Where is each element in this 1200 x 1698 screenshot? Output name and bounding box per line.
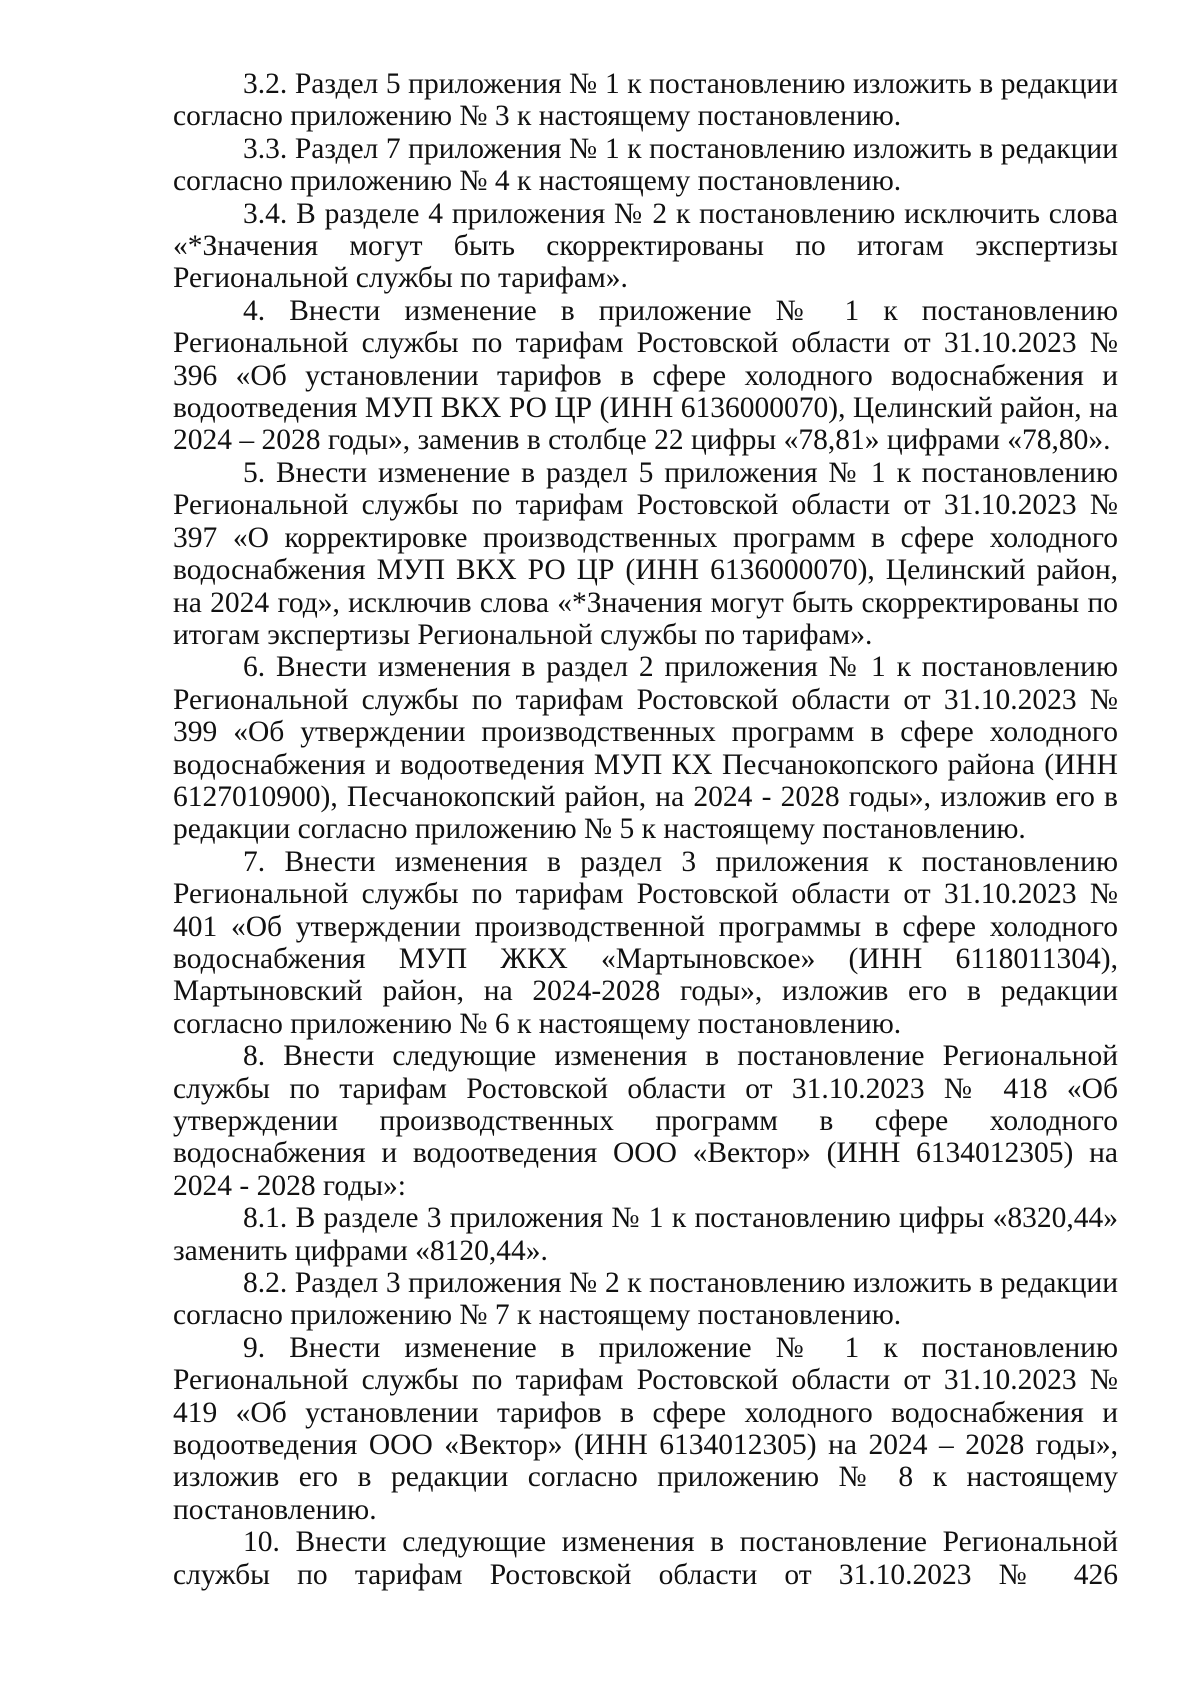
paragraph-10: 10. Внести следующие изменения в постановление Региональной службы по тарифам Ростовской области от 31.10.2023 № 426 (173, 1526, 1118, 1591)
paragraph-8-2: 8.2. Раздел 3 приложения № 2 к постановлению изложить в редакции согласно приложению № 7 к настоящему постановлению. (173, 1267, 1118, 1332)
paragraph-6: 6. Внести изменения в раздел 2 приложения № 1 к постановлению Региональной службы по тарифам Ростовской области от 31.10.2023 № 399 «Об утверждении производственных программ в сфере холодного водоснабжения и водоотведения МУП КХ Песчанокопского района (ИНН 6127010900), Песчанокопский район, на 2024 - 2028 годы», изложив его в редакции согласно приложению № 5 к настоящему постановлению. (173, 651, 1118, 846)
paragraph-8: 8. Внести следующие изменения в постановление Региональной службы по тарифам Ростовской области от 31.10.2023 № 418 «Об утверждении производственных программ в сфере холодного водоснабжения и водоотведения ООО «Вектор» (ИНН 6134012305) на 2024 - 2028 годы»: (173, 1040, 1118, 1202)
paragraph-3-4: 3.4. В разделе 4 приложения № 2 к постановлению исключить слова «*Значения могут быть скорректированы по итогам экспертизы Региональной службы по тарифам». (173, 197, 1118, 295)
paragraph-3-2: 3.2. Раздел 5 приложения № 1 к постановлению изложить в редакции согласно приложению № 3 к настоящему постановлению. (173, 68, 1118, 133)
document-page (173, 68, 1118, 1591)
paragraph-8-1: 8.1. В разделе 3 приложения № 1 к постановлению цифры «8320,44» заменить цифрами «8120,44». (173, 1202, 1118, 1267)
paragraph-7: 7. Внести изменения в раздел 3 приложения к постановлению Региональной службы по тарифам Ростовской области от 31.10.2023 № 401 «Об утверждении производственной программы в сфере холодного водоснабжения МУП ЖКХ «Мартыновское» (ИНН 6118011304), Мартыновский район, на 2024-2028 годы», изложив его в редакции согласно приложению № 6 к настоящему постановлению. (173, 845, 1118, 1040)
paragraph-9: 9. Внести изменение в приложение № 1 к постановлению Региональной службы по тарифам Ростовской области от 31.10.2023 № 419 «Об установлении тарифов в сфере холодного водоснабжения и водоотведения ООО «Вектор» (ИНН 6134012305) на 2024 – 2028 годы», изложив его в редакции согласно приложению № 8 к настоящему постановлению. (173, 1331, 1118, 1526)
paragraph-5: 5. Внести изменение в раздел 5 приложения № 1 к постановлению Региональной службы по тарифам Ростовской области от 31.10.2023 № 397 «О корректировке производственных программ в сфере холодного водоснабжения МУП ВКХ РО ЦР (ИНН 6136000070), Целинский район, на 2024 год», исключив слова «*Значения могут быть скорректированы по итогам экспертизы Региональной службы по тарифам». (173, 456, 1118, 651)
paragraph-3-3: 3.3. Раздел 7 приложения № 1 к постановлению изложить в редакции согласно приложению № 4 к настоящему постановлению. (173, 132, 1118, 198)
paragraph-4: 4. Внести изменение в приложение № 1 к постановлению Региональной службы по тарифам Ростовской области от 31.10.2023 № 396 «Об установлении тарифов в сфере холодного водоснабжения и водоотведения МУП ВКХ РО ЦР (ИНН 6136000070), Целинский район, на 2024 – 2028 годы», заменив в столбце 22 цифры «78,81» цифрами «78,80». (173, 294, 1118, 457)
